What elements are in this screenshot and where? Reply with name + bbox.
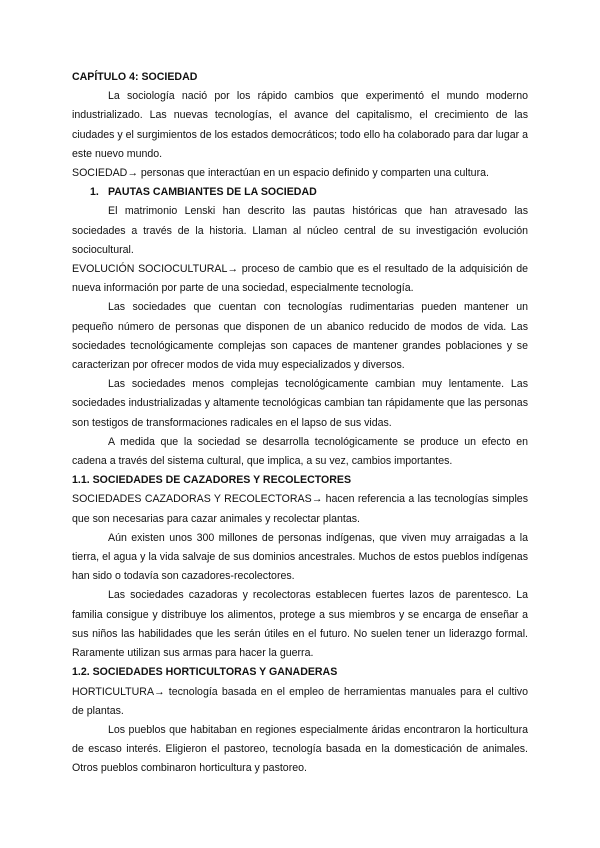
intro-paragraph: La sociología nació por los rápido cambios que experimentó el mundo moderno industrializado. Las nuevas tecnologías, el avance del capitalismo, el crecimiento de las ciudades y el surgimientos de los estados democráticos; todo ello ha colaborado para dar lugar a este nuevo mundo. bbox=[72, 90, 528, 160]
section-1-paragraph-5: A medida que la sociedad se desarrolla tecnológicamente se produce un efecto en cadena a través del sistema cultural, que implica, a su vez, cambios importantes. bbox=[72, 435, 528, 468]
section-1-1-paragraph-3: Las sociedades cazadoras y recolectoras establecen fuertes lazos de parentesco. La familia consigue y distribuye los alimentos, protege a sus miembros y se encarga de enseñar a sus niños las habilidades que les serán útiles en el futuro. No suelen tener un liderazgo formal. Raramente utilizan sus armas para hacer la guerra. bbox=[72, 589, 528, 660]
sociedad-definition: SOCIEDAD→ personas que interactúan en un espacio definido y comparten una cultura. bbox=[72, 167, 489, 180]
chapter-title: CAPÍTULO 4: SOCIEDAD bbox=[72, 71, 198, 83]
section-1-heading bbox=[72, 183, 528, 202]
section-1-2-paragraph-2: Los pueblos que habitaban en regiones especialmente áridas encontraron la horticultura de escaso interés. Eligieron el pastoreo, tecnología basada en la domesticación de animales. Otros pueblos combinaron horticultura y pastoreo. bbox=[72, 723, 528, 775]
evolucion-sociocultural-definition: EVOLUCIÓN SOCIOCULTURAL→ proceso de cambio que es el resultado de la adquisición de nueva información por parte de una sociedad, especialmente tecnología. bbox=[72, 263, 528, 295]
cazadoras-recolectoras-definition: SOCIEDADES CAZADORAS Y RECOLECTORAS→ hacen referencia a las tecnologías simples que son necesarias para cazar animales y recolectar plantas. bbox=[72, 493, 528, 525]
section-1-number: 1. bbox=[90, 186, 99, 199]
section-1-paragraph-4: Las sociedades menos complejas tecnológicamente cambian muy lentamente. Las sociedades industrializadas y altamente tecnológicas cambian tan rápidamente que las personas son testigos de transformaciones radicales en el lapso de sus vidas. bbox=[72, 378, 528, 429]
section-1-paragraph-3: Las sociedades que cuentan con tecnologías rudimentarias pueden mantener un pequeño número de personas que disponen de un abanico reducido de modos de vida. Las sociedades tecnológicamente complejas son capaces de mantener grandes poblaciones y se caracterizan por ofrecer modos de vida muy especializados y diversos. bbox=[72, 301, 528, 372]
document-page bbox=[72, 68, 528, 779]
section-1-2-title: 1.2. SOCIEDADES HORTICULTORAS Y GANADERAS bbox=[72, 666, 338, 679]
section-1-1-title: 1.1. SOCIEDADES DE CAZADORES Y RECOLECTORES bbox=[72, 474, 352, 487]
horticultura-definition: HORTICULTURA→ tecnología basada en el empleo de herramientas manuales para el cultivo de plantas. bbox=[72, 685, 528, 717]
section-1-title: PAUTAS CAMBIANTES DE LA SOCIEDAD bbox=[108, 186, 317, 199]
section-1-paragraph-1: El matrimonio Lenski han descrito las pautas históricas que han atravesado las sociedades a través de la historia. Llaman al núcleo central de su investigación evolución sociocultural. bbox=[72, 205, 528, 256]
section-1-1-paragraph-2: Aún existen unos 300 millones de personas indígenas, que viven muy arraigadas a la tierra, el agua y la vida salvaje de sus dominios ancestrales. Muchos de estos pueblos indígenas han sido o todavía son cazadores-recolectores. bbox=[72, 531, 528, 583]
